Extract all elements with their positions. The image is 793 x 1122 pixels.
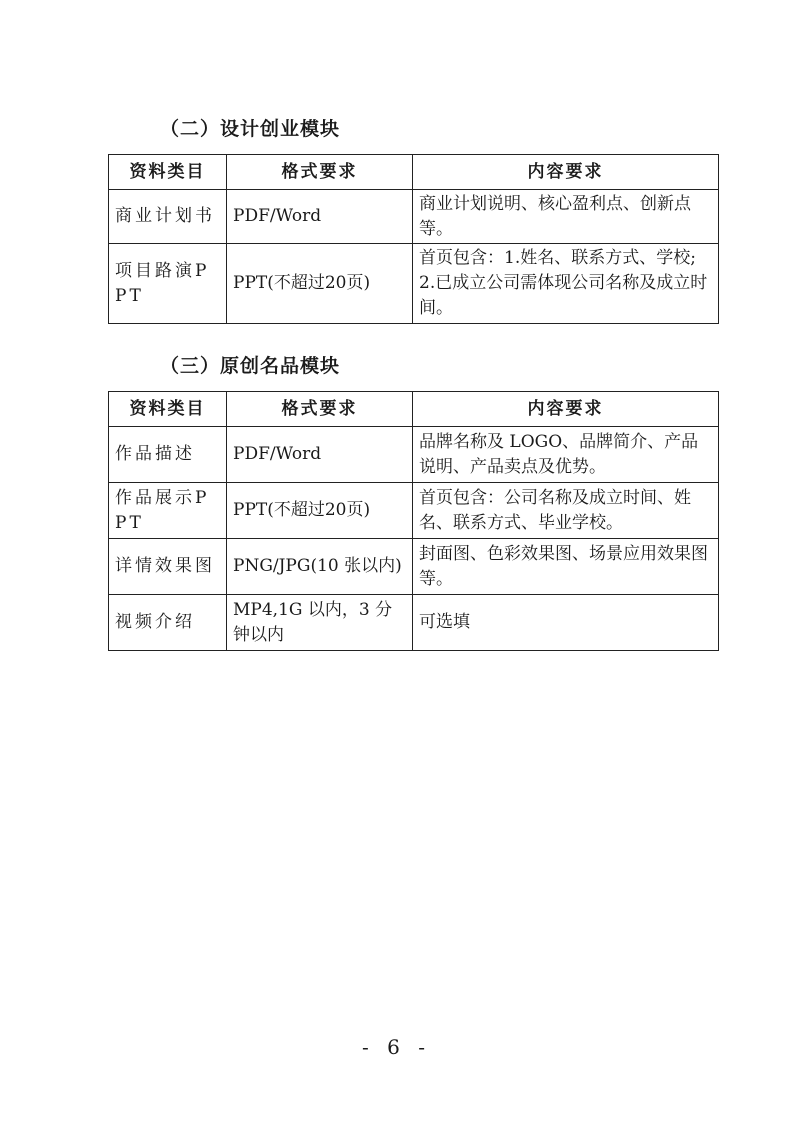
header-category: 资料类目 (109, 155, 227, 190)
row-format: PDF/Word (227, 427, 413, 483)
row-category: 项目路演PPT (109, 244, 227, 324)
row-category: 作品展示PPT (109, 483, 227, 539)
row-content: 首页包含：1.姓名、联系方式、学校;2.已成立公司需体现公司名称及成立时间。 (413, 244, 719, 324)
table-row (109, 427, 719, 483)
row-content: 品牌名称及 LOGO、品牌简介、产品说明、产品卖点及优势。 (413, 427, 719, 483)
header-content: 内容要求 (413, 392, 719, 427)
row-format: PNG/JPG(10 张以内) (227, 539, 413, 595)
header-category: 资料类目 (109, 392, 227, 427)
table-row (109, 190, 719, 244)
row-category: 详情效果图 (109, 539, 227, 595)
row-category: 视频介绍 (109, 595, 227, 651)
header-format: 格式要求 (227, 155, 413, 190)
row-format: MP4,1G 以内，3 分钟以内 (227, 595, 413, 651)
section-title-design-startup: （二）设计创业模块 (160, 118, 341, 140)
row-category: 商业计划书 (109, 190, 227, 244)
section-title-original-products: （三）原创名品模块 (160, 355, 341, 377)
row-format: PDF/Word (227, 190, 413, 244)
row-format: PPT(不超过20页) (227, 483, 413, 539)
table-row (109, 539, 719, 595)
header-content: 内容要求 (413, 155, 719, 190)
row-category: 作品描述 (109, 427, 227, 483)
row-content: 首页包含：公司名称及成立时间、姓名、联系方式、毕业学校。 (413, 483, 719, 539)
row-format: PPT(不超过20页) (227, 244, 413, 324)
table-row (109, 483, 719, 539)
page-number: - 6 - (362, 1035, 431, 1059)
header-format: 格式要求 (227, 392, 413, 427)
original-products-table (108, 391, 719, 651)
table-row (109, 595, 719, 651)
table-row (109, 244, 719, 324)
row-content: 可选填 (413, 595, 719, 651)
table-header-row (109, 155, 719, 190)
row-content: 商业计划说明、核心盈利点、创新点等。 (413, 190, 719, 244)
table-header-row (109, 392, 719, 427)
design-startup-table (108, 154, 719, 324)
row-content: 封面图、色彩效果图、场景应用效果图等。 (413, 539, 719, 595)
